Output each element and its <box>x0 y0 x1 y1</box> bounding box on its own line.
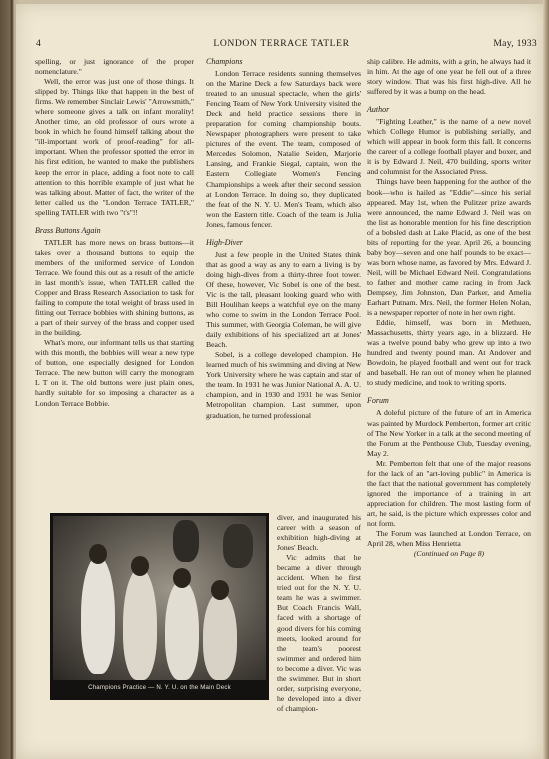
column-2-lower <box>277 513 361 714</box>
paragraph: A doleful picture of the future of art in America was painted by Murdock Pemberton, former art critic of The New Yorker in a talk at the second meeting of the Forum at the Penthouse Club, Tuesday evening, May 2. <box>367 408 531 458</box>
paragraph: What's more, our informant tells us that starting with this month, the bobbies will wear a new type of button, one especially designed for London Terrace. The new button will carry the monogram L T on it. The old buttons were just plain ones, hardly suitable for so imposing a character as a London Terrace Bobbie. <box>35 338 194 408</box>
page-edge <box>543 0 549 759</box>
paragraph: Eddie, himself, was born in Methuen, Massachusetts, thirty years ago, in a blizzard. He was a twelve pound baby who grew up into a two hundred and twenty pound man. At Andover and Bowdoin, he played football and went out for track and baseball. He ran out of money when he planned to study medicine, and took to writing sports. <box>367 318 531 388</box>
column-3 <box>367 57 531 697</box>
paragraph: Things have been happening for the author of the book—who is hailed as "Eddie"—since his serial appeared. May 1st, when the Pulitzer prize awards were announced, the name Edward J. Neil was on the list as honorable mention for his fine description of a bobsled dash at Lake Placid, as one of the best bits of reporting for the year. April 26, a bouncing baby boy—seven and one half pounds to be exact—was born whose name, as favored by Mrs. Edward J. Neil, will be Michael Edward Neil. Congratulations to father and mother came racing in from Jack Dempsey, Jim Johnston, Dan Parker, and Amelia Earhart Putnam. Mrs. Neil, the former Helen Nolan, is a newspaper reporter of note in her own right. <box>367 177 531 318</box>
paragraph: TATLER has more news on brass buttons—it takes over a thousand buttons to equip the members of the uniformed service of London Terrace. We found this out as a result of the article in last month's issue, when TATLER called the Copper and Brass Research Association to task for failing to compute the total weight of brass used in fitting out Terrace bobbies with shining buttons, as a part of their survey of the brass and copper used in the building. <box>35 237 194 338</box>
paragraph: Vic admits that he became a diver through accident. When he first tried out for the N. Y. U. team he was a swimmer. But Coach Francis Wall, faced with a shortage of good divers for his coming meets, looked around for the team's poorest swimmer and ordered him to become a diver. Vic was the swimmer. But in short order, surprising everyone, he developed into a diver of champion- <box>277 553 361 713</box>
issue-date: May, 1933 <box>493 38 537 49</box>
column-2-upper <box>206 57 361 421</box>
section-heading-forum: Forum <box>367 396 389 406</box>
running-header <box>24 38 539 50</box>
photo-caption: Champions Practice — N. Y. U. on the Main Deck <box>88 684 231 691</box>
photo-figure-head <box>211 580 229 600</box>
photo-figure-head <box>89 544 107 564</box>
photo-figure-head <box>173 568 191 588</box>
fencing-team-photo <box>53 516 266 680</box>
photo-background-figure <box>223 524 253 568</box>
paragraph: London Terrace residents sunning themselves on the Marine Deck a few Saturdays back were treated to an unusual spectacle, when the girls' Fencing Team of New York University visited the Deck and held practice sessions there in preparation for coming championship bouts. Newspaper photographers were present to take pictures of the event. The team, composed of Mercedes Solomon, Natalie Seiden, Marjorie Lansing, and Frankie Siegal, captain, won the Eastern Collegiate Women's Fencing Championships a week after their second session at London Terrace. In doing so, they duplicated the feat of the N. Y. U. Men's Team, which also won the Eastern title. Coach of the team is Julia Jones, famous fencer. <box>206 69 361 229</box>
section-heading-brass-buttons: Brass Buttons Again <box>35 225 101 235</box>
paragraph: diver, and inaugurated his career with a season of exhibition high-diving at Jones' Beach. <box>277 513 361 553</box>
paragraph: The Forum was launched at London Terrace, on April 28, when Miss Henrietta <box>367 529 531 549</box>
paragraph: Just a few people in the United States think that as good a way as any to earn a living is by doing high-dives from a thirty-three foot tower. Of these, however, Vic Sobel is one of the best. Vic is the tall, pleasant looking guard who with Bill Houlihan keeps a watchful eye on the many who come to swim in the London Terrace Pool. This summer, with Georgia Coleman, he will give daily exhibitions of his specialized art at Jones' Beach. <box>206 249 361 350</box>
photo-figure <box>123 568 157 680</box>
paragraph: ship calibre. He admits, with a grin, he always had it in him. At the age of one year he fell out of a three story window. That was his first high-dive. All he suffered by it was a bump on the head. <box>367 57 531 97</box>
paragraph: Well, the error was just one of those things. It slipped by. Things like that happen in the best of firms. We remember Sinclair Lewis' "Arrowsmith," where someone gives a talk on infant morality! Another time, an old professor of ours wrote a book in which he found himself talking about the "ill-important work of proof-reading" for all-important. When the professor spotted the error in his first edition, he wanted to make the publishers keep the error in place, adding a foot note to call attention to this horrible example of just what he was talking about. Matter of fact, the writer of the letter called us the "London Terrace TATLER," spelling TATLER with two "t's"!! <box>35 77 194 217</box>
photo-figure <box>165 580 199 680</box>
continued-note: (Continued on Page 8) <box>413 549 485 559</box>
photo-figure-head <box>131 556 149 576</box>
paragraph: Sobel, is a college developed champion. He learned much of his swimming and diving at New York University where he was captain and star of the team. In 1931 he was Junior National A. A. U. champion, and in 1930 and 1931 he was Senior Metropolitan champion. Last summer, upon graduation, he turned professional <box>206 350 361 420</box>
paragraph: "Fighting Leather," is the name of a new novel which College Humor is publishing serially, and which will appear in book form this fall. It concerns the career of a college football player and boxer, and it is by Edward J. Neil, 470 building, sports writer and columnist for the Associated Press. <box>367 117 531 177</box>
photo-figure <box>81 556 115 674</box>
photo-frame <box>50 513 269 700</box>
paragraph: spelling, or just ignorance of the proper nomenclature." <box>35 57 194 77</box>
publication-title: LONDON TERRACE TATLER <box>213 38 350 49</box>
paragraph: Mr. Pemberton felt that one of the major reasons for the lack of an "art-loving public" in America is the fact that the national government has completely ignored the importance of a training in art appreciation for children. The most lasting form of art, he said, is the picture which expresses color and not form. <box>367 458 531 528</box>
page-number: 4 <box>36 38 41 49</box>
photo-background-figure <box>173 520 199 562</box>
photo-figure <box>203 592 237 680</box>
section-heading-author: Author <box>367 105 390 115</box>
section-heading-champions: Champions <box>206 57 243 66</box>
section-heading-high-diver: High-Diver <box>206 237 243 247</box>
